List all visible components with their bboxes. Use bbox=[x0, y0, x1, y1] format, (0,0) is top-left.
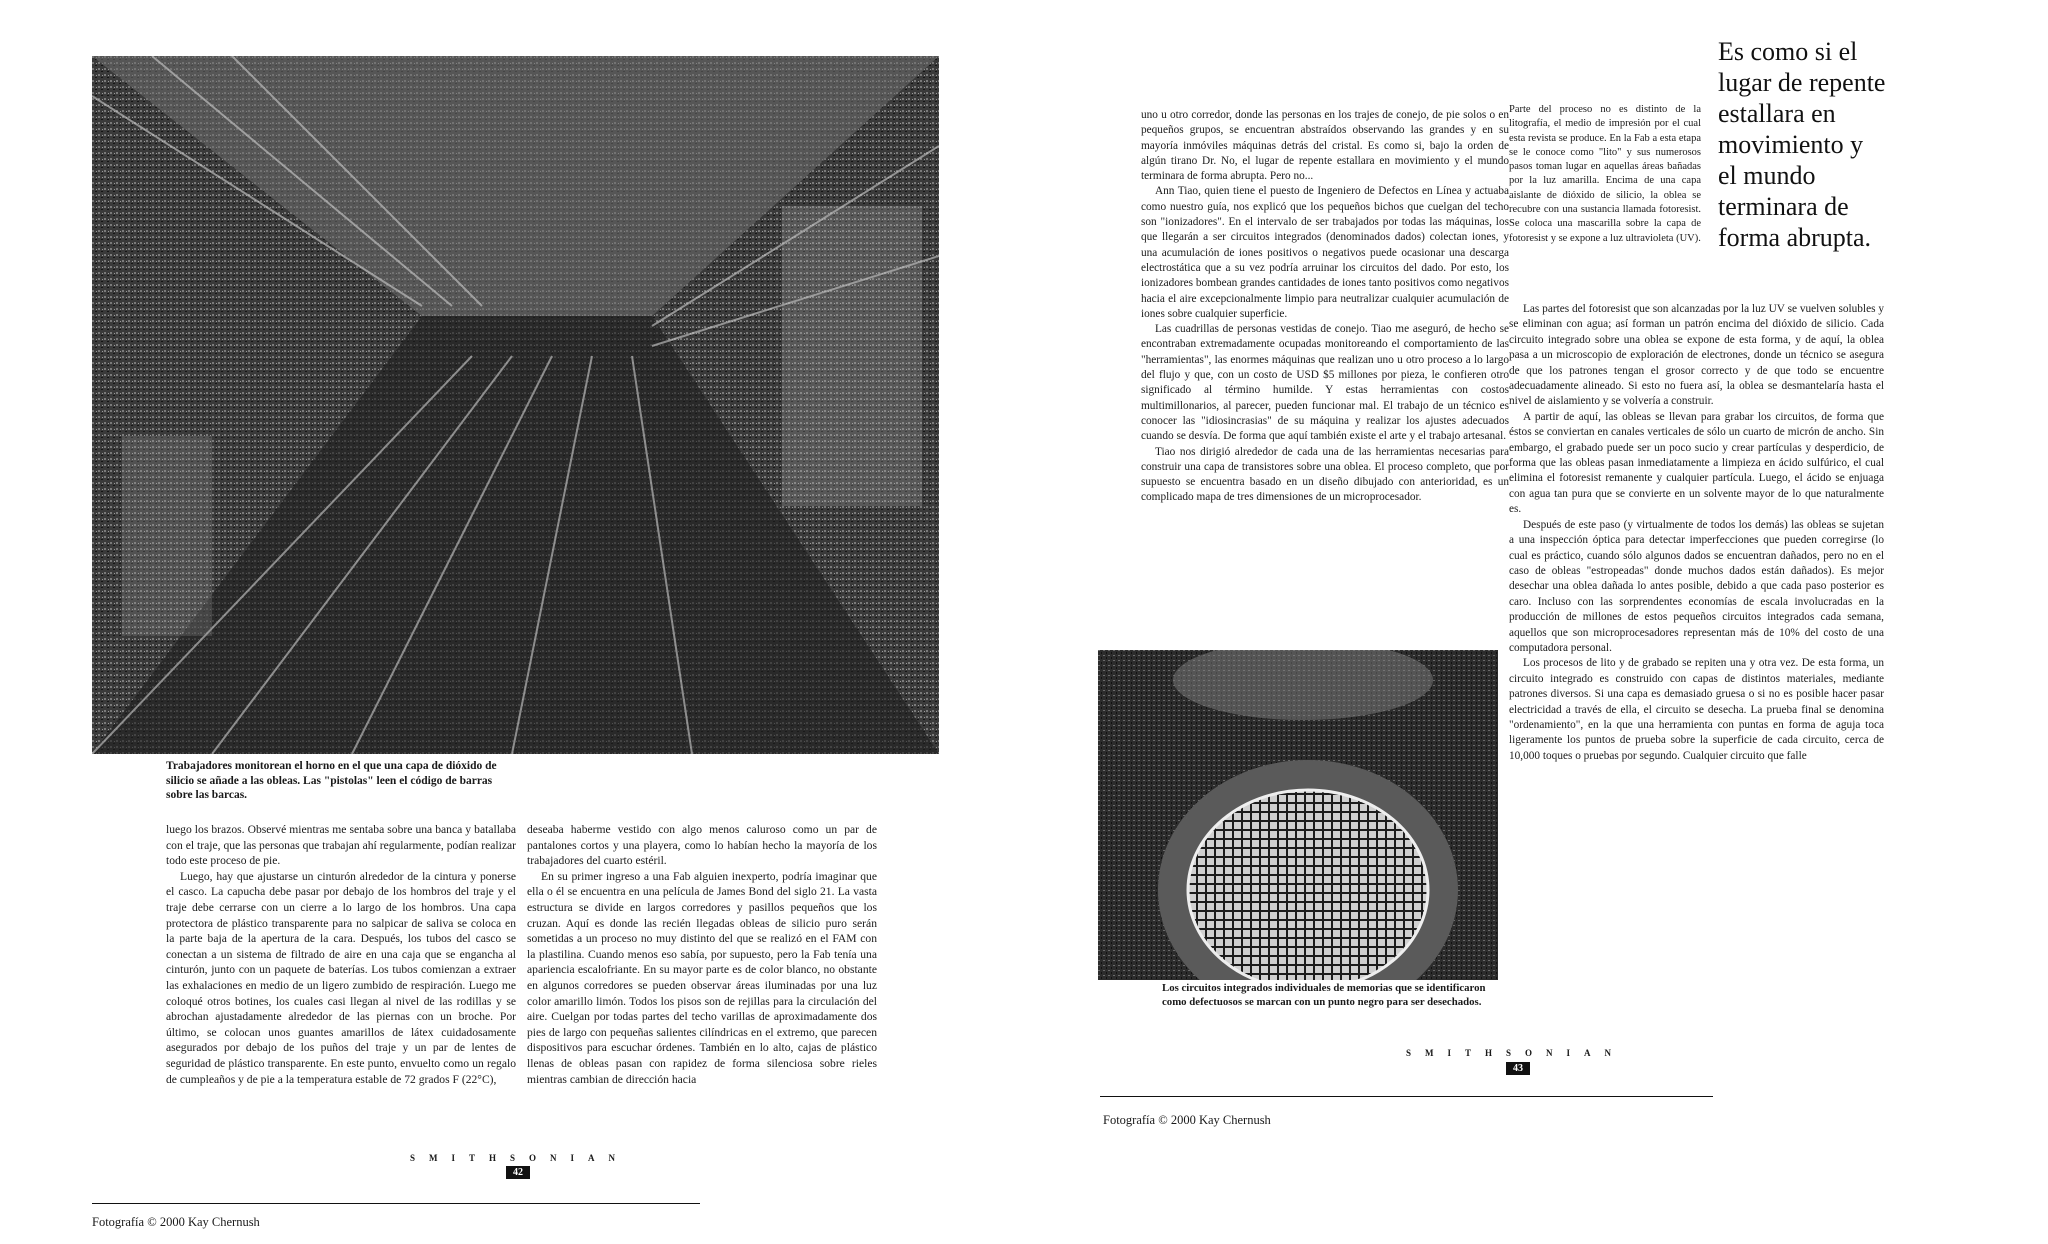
paragraph: Ann Tiao, quien tiene el puesto de Ingeniero de Defectos en Línea y actuaba como nuestro guía, nos explicó que los pequeños bichos que cuelgan del techo son "ionizadores". En el intervalo de ser trabajados por todas las máquinas, los que llegarán a ser circuitos integrados (denominados dados) colectan iones, y una acumulación de iones positivos o negativos puede ocasionar una descarga electrostática que a su vez podría arruinar los circuitos del dado. Por esto, los ionizadores bombean grandes cantidades de iones tanto positivos como negativos hacia el aire excepcionalmente limpio para neutralizar cualquier acumulación de iones sobre cualquier superficie. bbox=[1141, 185, 1509, 320]
right-caption: Los circuitos integrados individuales de memorias que se identificaron como defectuosos se marcan con un punto negro para ser desechados. bbox=[1162, 982, 1486, 1008]
paragraph: Luego, hay que ajustarse un cinturón alrededor de la cintura y ponerse el casco. La capucha debe pasar por debajo de los hombros del traje y el traje debe cerrarse con un cierre a lo largo de los hombros. Una capa protectora de plástico transparente para no salpicar de saliva se coloca en la parte baja de la apertura de la cara. Después, los tubos del casco se conectan a un sistema de filtrado de aire en una caja que se engancha al cinturón, junto con un paquete de baterías. Los tubos comienzan a extraer las exhalaciones en medio de un ligero zumbido de respiración. Luego me coloqué otros botines, los cuales casi llegan al nivel de las rodillas y se abrochan ajustadamente alrededor de las piernas con un broche. Por último, se colocan unos guantes amarillos de látex cuidadosamente asegurados por debajo de los puños del traje y un par de lentes de seguridad de plástico transparente. En este punto, envuelto como un regalo de cumpleaños y de pie a la temperatura estable de 72 grados F (22°C), bbox=[166, 869, 516, 1086]
paragraph: luego los brazos. Observé mientras me sentaba sobre una banca y batallaba con el traje, que las personas que trabajan ahí regularmente, podían realizar todo este proceso de pie. bbox=[166, 823, 516, 868]
page-number-left: 42 bbox=[506, 1166, 530, 1179]
left-caption: Trabajadores monitorean el horno en el que una capa de dióxido de silicio se añade a las obleas. Las "pistolas" leen el código de barras sobre las barcas. bbox=[166, 760, 497, 801]
magazine-name-left: SMITHSONIAN bbox=[410, 1153, 630, 1163]
footer-rule-left bbox=[92, 1203, 700, 1204]
right-column-2-main bbox=[1509, 302, 1884, 764]
right-narrow-column bbox=[1509, 103, 1701, 246]
left-column-1 bbox=[166, 822, 516, 1087]
paragraph: Después de este paso (y virtualmente de todos los demás) las obleas se sujetan a una inspección óptica para detectar imperfecciones que pueden corregirse (lo cual es práctico, cuando sólo algunos dados se encuentran dañados, pero no en el caso de obleas "estropeadas" donde muchos dados están dañados). Es mejor desechar una oblea dañada lo antes posible, debido a que cada paso posterior es caro. Incluso con las sorprendentes economías de escala involucradas en la producción de millones de estos pequeños circuitos integrados cada semana, aquellos que son microprocesadores representan más de 10% del costo de una computadora personal. bbox=[1509, 518, 1884, 654]
paragraph: A partir de aquí, las obleas se llevan para grabar los circuitos, de forma que éstos se conviertan en canales verticales de sólo un cuarto de micrón de ancho. Sin embargo, el grabado puede ser un poco sucio y crear partículas y desperdicio, de forma que las obleas pasan inmediatamente a limpieza en ácido sulfúrico, el cual elimina el fotoresist remanente y cualquier partícula. Luego, el ácido se enjuaga con agua tan pura que se convierte en un solvente mayor de lo que naturalmente es. bbox=[1509, 410, 1884, 516]
paragraph: Tiao nos dirigió alrededor de cada una de las herramientas necesarias para construir una capa de transistores sobre una oblea. El proceso completo, que por supuesto se encuentra basado en un diseño dibujado con anterioridad, es un complicado mapa de tres dimensiones de un microprocesador. bbox=[1141, 445, 1509, 504]
paragraph: Parte del proceso no es distinto de la litografía, el medio de impresión por el cual esta revista se produce. En la Fab a esta etapa se le conoce como "lito" y sus numerosos pasos toman lugar en aquellas áreas bañadas por la luz amarilla. Encima de una capa aislante de dióxido de silicio, la oblea se recubre con una sustancia llamada fotoresist. Se coloca una mascarilla sobre la capa de fotoresist y se expone a luz ultravioleta (UV). bbox=[1509, 104, 1701, 244]
magazine-name-right: SMITHSONIAN bbox=[1406, 1048, 1626, 1058]
factory-photo-icon bbox=[92, 56, 939, 754]
page-number-right: 43 bbox=[1506, 1062, 1530, 1075]
left-column-2 bbox=[527, 822, 877, 1087]
paragraph: deseaba haberme vestido con algo menos caluroso como un par de pantalones cortos y una playera, como lo habían hecho la mayoría de los trabajadores del cuarto estéril. bbox=[527, 823, 877, 868]
paragraph: uno u otro corredor, donde las personas en los trajes de conejo, de pie solos o en pequeños grupos, se encuentran abstraídos observando las grandes y en su mayoría inmóviles máquinas detrás del cristal. Es como si, bajo la orden de algún tirano Dr. No, el lugar de repente estallara en movimiento y el mundo terminara de forma abrupta. Pero no... bbox=[1141, 109, 1509, 183]
wafer-photo bbox=[1098, 650, 1498, 980]
wafer-photo-icon bbox=[1098, 650, 1498, 980]
photo-credit-left: Fotografía © 2000 Kay Chernush bbox=[92, 1215, 260, 1229]
right-column-1 bbox=[1141, 108, 1509, 506]
paragraph: Los procesos de lito y de grabado se repiten una y otra vez. De esta forma, un circuito integrado es construido con capas de distintos materiales, mediante patrones diversos. Si una capa es demasiado gruesa o si no es posible hacer pasar electricidad a través de ella, el circuito se desecha. La prueba final se denomina "ordenamiento", en la que una herramienta con puntas en forma de aguja toca ligeramente los puntos de prueba sobre la superficie de cada circuito, cerca de 10,000 toques o pruebas por segundo. Cualquier circuito que falle bbox=[1509, 657, 1884, 762]
factory-photo bbox=[92, 56, 939, 754]
pull-quote: Es como si el lugar de repente estallara en movimiento y el mundo terminara de forma abrupta. bbox=[1718, 37, 1886, 252]
paragraph: En su primer ingreso a una Fab alguien inexperto, podría imaginar que ella o él se encuentra en una película de James Bond del siglo 21. La vasta estructura se divide en largos corredores y pasillos pequeños que los cruzan. Aquí es donde las recién llegadas obleas de silicio puro serán sometidas a un proceso no muy distinto del que se realizó en el FAM con la plastilina. Cuando menos eso sabía, por supuesto, pero la Fab tenía una apariencia escalofriante. En su mayor parte es de color blanco, no obstante en algunos corredores se pueden observar áreas iluminadas por una luz color amarillo limón. Todos los pisos son de rejillas para la circulación del aire. Cuelgan por todas partes del techo varillas de aproximadamente dos pies de largo con pequeñas salientes cilíndricas en el extremo, que parecen dispositivos para escuchar órdenes. También en lo alto, cajas de plástico llenas de obleas pasan con rapidez de forma silenciosa sobre rieles mientras cambian de dirección hacia bbox=[527, 869, 877, 1086]
paragraph: Las cuadrillas de personas vestidas de conejo. Tiao me aseguró, de hecho se encontraban extremadamente ocupadas monitoreando el comportamiento de las "herramientas", las enormes máquinas que realizan uno u otro proceso a lo largo del flujo y que, con un costo de USD $5 millones por pieza, le confieren otro significado al término humilde. Y estas herramientas con costos multimillonarios, al parecer, pueden funcionar mal. El trabajo de un técnico es conocer las "idiosincrasias" de su máquina y realizar los ajustes adecuados cuando se desvía. De forma que aquí también existe el arte y el trabajo artesanal. bbox=[1141, 323, 1509, 443]
footer-rule-right bbox=[1100, 1096, 1713, 1097]
photo-credit-right: Fotografía © 2000 Kay Chernush bbox=[1103, 1113, 1271, 1127]
paragraph: Las partes del fotoresist que son alcanzadas por la luz UV se vuelven solubles y se eliminan con agua; así forman un patrón encima del dióxido de silicio. Cada circuito integrado sobre una oblea se expone de esta forma, y de aquí, la oblea pasa a un microscopio de exploración de electrones, donde un técnico se asegura de que los patrones tengan el grosor correcto y de que todo se encuentre adecuadamente alineado. Si esto no fuera así, la oblea se desmantelaría hasta el nivel de aislamiento y se volvería a construir. bbox=[1509, 303, 1884, 408]
